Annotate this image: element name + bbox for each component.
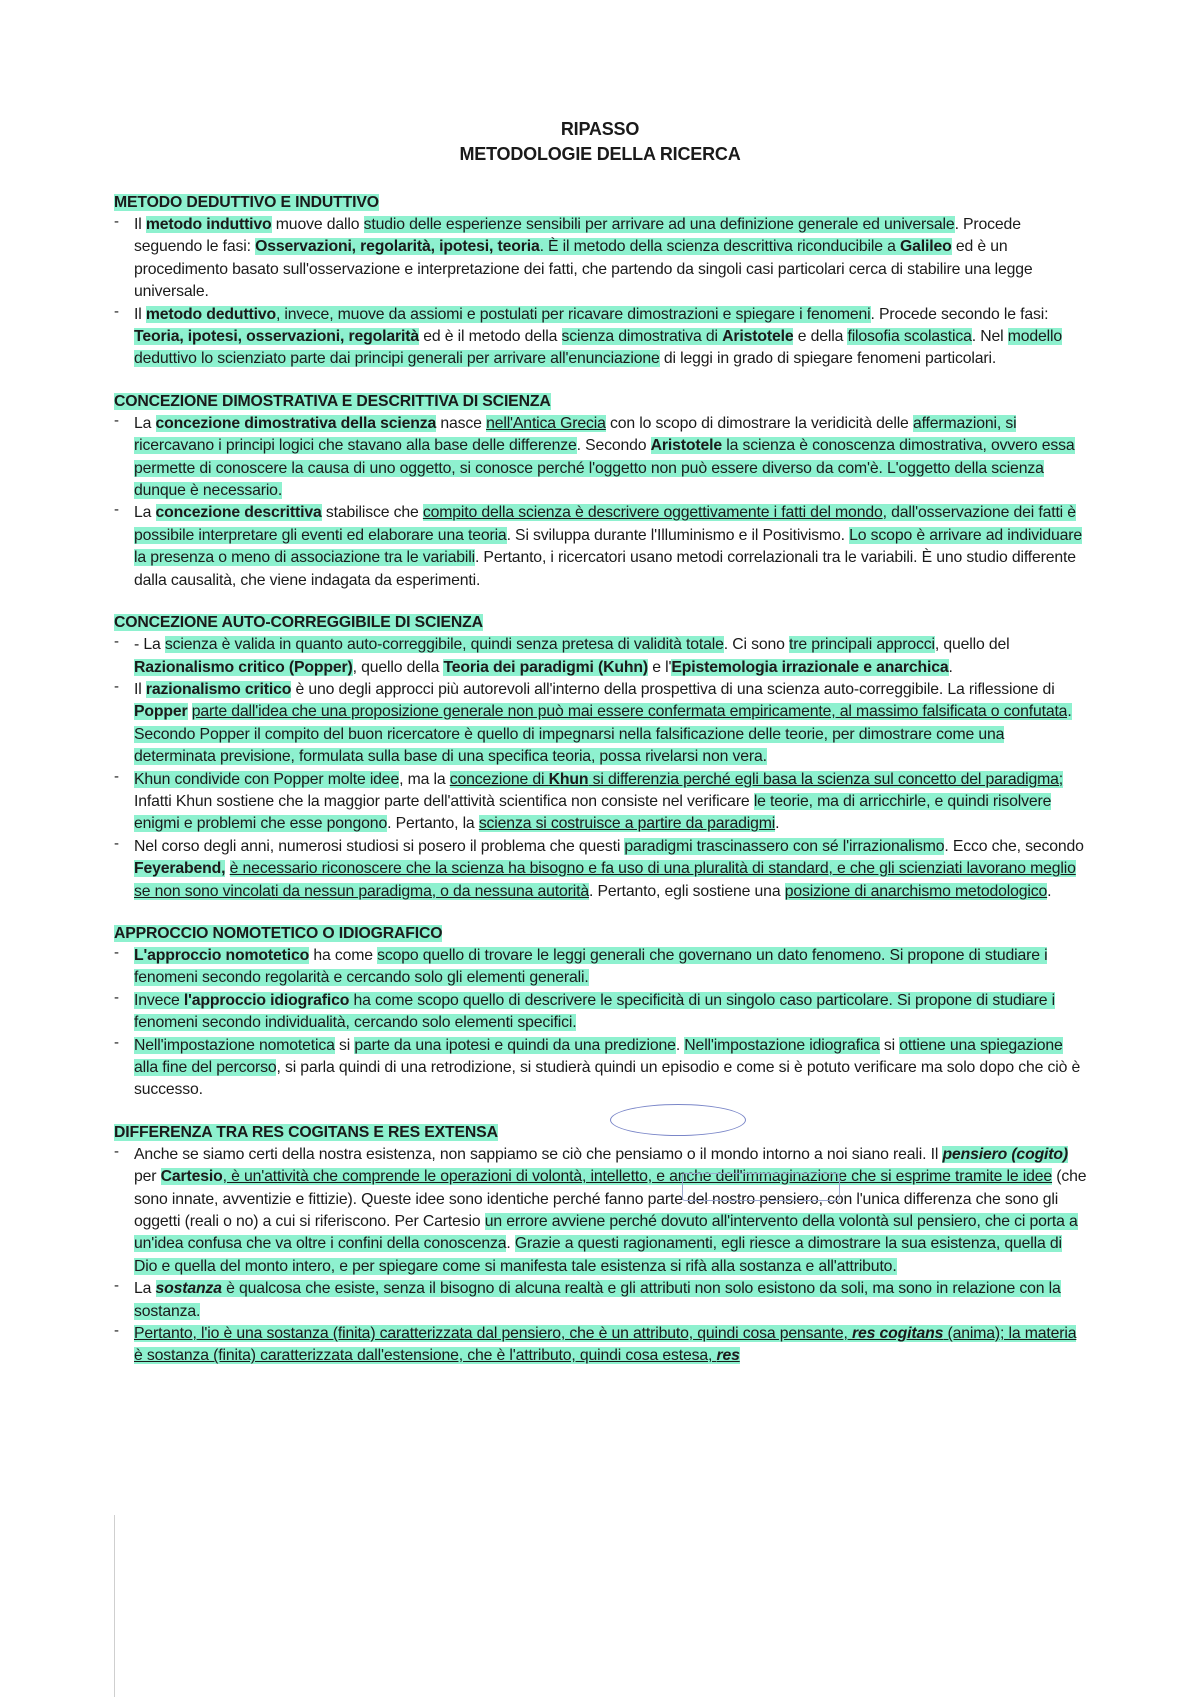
text-run: . Ecco che, secondo (944, 837, 1084, 855)
section-heading-text: DIFFERENZA TRA RES COGITANS E RES EXTENSA (114, 1123, 498, 1141)
text-run: studio delle esperienze sensibili per arrivare ad una definizione generale ed universale (363, 216, 955, 233)
text-run: Feyerabend, (134, 860, 226, 878)
text-run: ed è un procedimento basato sull'osservazione e interpretazione dei fatti, che partendo da singoli casi particolari cerca di stabilire una legge universale. (134, 238, 1033, 301)
text-run: sostanza (155, 1280, 222, 1298)
text-run: res (716, 1347, 740, 1365)
text-run: Aristotele (722, 328, 794, 346)
text-run: Razionalismo critico (Popper) (134, 658, 353, 676)
bullet-list (114, 413, 1089, 592)
list-item (114, 836, 1089, 903)
text-run: Nel corso degli anni, numerosi studiosi si posero il problema che questi (134, 837, 625, 855)
text-run: posizione di anarchismo metodologico (784, 882, 1048, 900)
text-run: modello deduttivo lo scienziato parte dai principi generali per arrivare all'enunciazione (134, 328, 1063, 368)
text-run: . Pertanto, i ricercatori usano metodi correlazionali tra le variabili. È uno studio differente dalla causalità, che viene indagata da esperimenti. (134, 549, 1076, 589)
text-run: . Nel (971, 328, 1008, 346)
text-run: , dall'osservazione dei fatti è possibile interpretare gli eventi ed elaborare una teoria (134, 504, 1076, 544)
text-run: si differenzia perché egli basa la scienza sul concetto del paradigma; (588, 770, 1064, 788)
text-run: scienza si costruisce a partire da paradigmi (478, 815, 776, 833)
text-run: con lo scopo di dimostrare la veridicità delle (605, 414, 913, 432)
text-run: metodo deduttivo (145, 305, 276, 323)
text-run: Epistemologia irrazionale e anarchica (671, 658, 949, 676)
text-run: si (334, 1036, 355, 1054)
text-run: Invece (134, 991, 184, 1009)
list-item (114, 413, 1089, 503)
text-run: Khun condivide con Popper molte idee (134, 770, 400, 788)
text-run: . Si sviluppa durante l'Illuminismo e il Positivismo. (506, 526, 850, 544)
section-heading-text: APPROCCIO NOMOTETICO O IDIOGRAFICO (114, 924, 443, 942)
section-heading-text: CONCEZIONE DIMOSTRATIVA E DESCRITTIVA DI SCIENZA (114, 392, 551, 410)
text-run: . (948, 658, 953, 676)
section (114, 612, 1089, 903)
text-run: (anima); la materia è sostanza (finita) caratterizzata dall'estensione, che è l'attributo, quindi cosa estesa, (134, 1325, 1077, 1365)
text-run: la scienza è conoscenza dimostrativa, ovvero essa permette di conoscere la causa di uno oggetto, si conosce perché l'oggetto non può essere diverso da com'è. L'oggetto della scienza dunque è necessario. (134, 437, 1075, 500)
text-run: parte da una ipotesi e quindi da una predizione (354, 1036, 676, 1054)
text-run: , ma la (399, 770, 450, 788)
list-item (114, 1144, 1089, 1278)
pen-box-annotation (682, 1173, 840, 1201)
document-title: RIPASSO (560, 119, 640, 139)
document-subtitle: METODOLOGIE DELLA RICERCA (459, 144, 741, 164)
text-run: Khun (548, 770, 589, 788)
section-heading (114, 612, 1089, 634)
text-run: Galileo (899, 238, 952, 256)
text-run: scienza dimostrativa di (561, 328, 723, 346)
text-run: muove dallo (271, 216, 364, 233)
text-run: Teoria, ipotesi, osservazioni, regolarità (134, 328, 420, 346)
section (114, 391, 1089, 592)
text-run: nell'Antica Grecia (486, 414, 606, 432)
text-run: tre principali approcci (789, 636, 935, 654)
text-run: ha come (309, 946, 378, 964)
text-run: parte dall'idea che una proposizione generale non può mai essere confermata empiricamente, al massimo falsificata o confutata (191, 703, 1068, 721)
text-run: res cogitans (852, 1325, 944, 1343)
text-run: . Pertanto, la (387, 815, 479, 833)
text-run: e l' (648, 658, 672, 676)
text-run: Il (134, 216, 146, 233)
text-run: Cartesio (160, 1168, 223, 1186)
text-run: scopo quello di trovare le leggi generali che governano un dato fenomeno. Si propone di studiare i fenomeni secondo regolarità e cercando solo gli elementi generali. (134, 946, 1048, 987)
list-item (114, 990, 1089, 1035)
text-run: Grazie a questi ragionamenti, egli riesce a dimostrare la sua esistenza, quella di Dio e quella del monto intero, e per spiegare come si manifesta tale esistenza si rifà alla sostanza e all'attributo. (134, 1235, 1062, 1275)
text-run: l'approccio idiografico (183, 991, 350, 1009)
text-run: le teorie, ma di arricchirle, e quindi risolvere enigmi e problemi che esse pongono (134, 792, 1052, 833)
text-run: ed è il metodo della (419, 328, 562, 346)
text-run: affermazioni, si ricercavano i principi logici che stavano alla base delle differenze (134, 414, 1017, 455)
text-run: La (134, 414, 156, 432)
text-run: filosofia scolastica (847, 328, 972, 346)
text-run: Nell'impostazione nomotetica (134, 1036, 335, 1054)
text-run: compito della scienza è descrivere oggettivamente i fatti del mondo (422, 504, 883, 522)
text-run: , è un'attività che comprende le operazioni di volontà, intelletto, e anche dell'immaginazione che si esprime tramite le idee (222, 1168, 1053, 1186)
section-heading (114, 923, 1089, 945)
text-run: - La (134, 636, 165, 654)
section-heading (114, 1122, 1089, 1144)
bullet-list (114, 634, 1089, 903)
section-heading (114, 391, 1089, 413)
text-run: scienza è valida in quanto auto-correggibile, quindi senza pretesa di validità totale (164, 636, 724, 654)
text-run: Nell'impostazione idiografica (684, 1036, 880, 1054)
pen-circle-annotation (610, 1104, 746, 1136)
section-heading (114, 192, 1089, 214)
text-run: Infatti Khun sostiene che la maggior parte dell'attività scientifica non consiste nel verificare (134, 792, 754, 810)
bullet-list (114, 945, 1089, 1102)
list-item (114, 304, 1089, 371)
text-run: Anche se siamo certi della nostra esistenza, non sappiamo se ciò che pensiamo o il mondo intorno a noi siano reali. Il (134, 1145, 943, 1163)
text-run: . Secondo Popper il compito del buon ricercatore è quello di impegnarsi nella falsificazione delle teorie, per dimostrare come una determinata previsione, formulata sulla base di una specifica teoria, possa rivelarsi non vera. (134, 703, 1072, 766)
document-body (114, 192, 1089, 1388)
section-heading-text: METODO DEDUTTIVO E INDUTTIVO (114, 194, 379, 211)
text-run: Il (134, 305, 146, 323)
text-run: . Procede secondo le fasi: (870, 305, 1049, 323)
text-run: si (879, 1036, 900, 1054)
text-run: concezione di (449, 770, 549, 788)
text-run: metodo induttivo (145, 216, 272, 233)
text-run: Aristotele (650, 437, 723, 455)
text-run: concezione descrittiva (155, 504, 322, 522)
text-run: L'approccio nomotetico (134, 946, 310, 964)
text-run: nasce (436, 414, 487, 432)
text-run: Il (134, 680, 146, 698)
section (114, 923, 1089, 1102)
text-run: è necessario riconoscere che la scienza ha bisogno e fa uso di una pluralità di standard, e che gli scienziati lavorano meglio se non sono vincolati da nessun paradigma, o da nessuna autorità (134, 860, 1076, 900)
section (114, 1122, 1089, 1368)
text-run: . Ci sono (723, 636, 790, 654)
text-run: La (134, 504, 156, 522)
text-run: , quello del (934, 636, 1010, 654)
text-run: paradigmi trascinassero con sé l'irrazionalismo (624, 837, 945, 855)
text-run: razionalismo critico (145, 680, 292, 698)
bullet-list (114, 214, 1089, 371)
text-run: concezione dimostrativa della scienza (155, 414, 437, 432)
text-run: Pertanto, l'io è una sostanza (finita) caratterizzata dal pensiero, che è un attributo, quindi cosa pensante, (134, 1325, 853, 1343)
text-run: . (506, 1235, 515, 1253)
list-item (114, 679, 1089, 769)
text-run: di leggi in grado di spiegare fenomeni particolari. (659, 350, 997, 368)
list-item (114, 945, 1089, 990)
text-run: , quello della (352, 658, 444, 676)
text-run: Teoria dei paradigmi (Kuhn) (443, 658, 648, 676)
text-run: . Pertanto, egli sostiene una (588, 882, 785, 900)
text-run: un errore avviene perché dovuto all'intervento della volontà sul pensiero, che ci porta a un'idea confusa che va oltre i confini della conoscenza (134, 1213, 1078, 1253)
text-run: Osservazioni, regolarità, ipotesi, teoria (255, 238, 540, 256)
list-item (114, 1035, 1089, 1102)
text-run: . (1047, 882, 1052, 900)
list-item (114, 634, 1089, 679)
margin-line (114, 1515, 115, 1697)
list-item (114, 1278, 1089, 1323)
text-run: ottiene una spiegazione alla fine del percorso (134, 1036, 1063, 1076)
text-run: per (134, 1168, 161, 1186)
list-item (114, 214, 1089, 304)
section-heading-text: CONCEZIONE AUTO-CORREGGIBILE DI SCIENZA (114, 614, 483, 632)
text-run: . Secondo (576, 437, 651, 455)
title-block (0, 117, 1200, 167)
text-run: pensiero (cogito) (942, 1145, 1069, 1163)
text-run: La (134, 1280, 156, 1298)
list-item (114, 769, 1089, 836)
text-run: ha come scopo quello di descrivere le specificità di un singolo caso particolare. Si propone di studiare i fenomeni secondo individualità, cercando solo elementi specifici. (134, 991, 1055, 1032)
section (114, 192, 1089, 371)
text-run: Lo scopo è arrivare ad individuare la presenza o meno di associazione tra le variabili (134, 526, 1083, 567)
text-run: e della (793, 328, 848, 346)
text-run: è qualcosa che esiste, senza il bisogno di alcuna realtà e gli attributi non solo esistono da soli, ma sono in relazione con la sostanza. (134, 1280, 1061, 1320)
text-run: stabilisce che (321, 504, 423, 522)
text-run: è uno degli approcci più autorevoli all'interno della prospettiva di una scienza auto-correggibile. La riflessione di (291, 680, 1055, 698)
bullet-list (114, 1144, 1089, 1368)
text-run: , invece, muove da assiomi e postulati per ricavare dimostrazioni e spiegare i fenomeni (275, 305, 871, 323)
list-item (114, 502, 1089, 592)
list-item (114, 1323, 1089, 1368)
text-run: . (775, 815, 780, 833)
text-run: . (675, 1036, 685, 1054)
text-run: Popper (134, 703, 188, 721)
text-run: . È il metodo della scienza descrittiva riconducibile a (539, 238, 900, 256)
text-run: (che sono innate, avventizie e fittizie). Queste idee sono identiche perché fanno parte del nostro pensiero, con l'unica differenza che sono gli oggetti (reali o no) a cui si riferiscono. Per Cartesio (134, 1168, 1087, 1231)
text-run: . Procede seguendo le fasi: (134, 216, 1021, 256)
text-run: , si parla quindi di una retrodizione, si studierà quindi un episodio e come si è potuto verificare ma solo dopo che ciò è successo. (134, 1059, 1081, 1099)
